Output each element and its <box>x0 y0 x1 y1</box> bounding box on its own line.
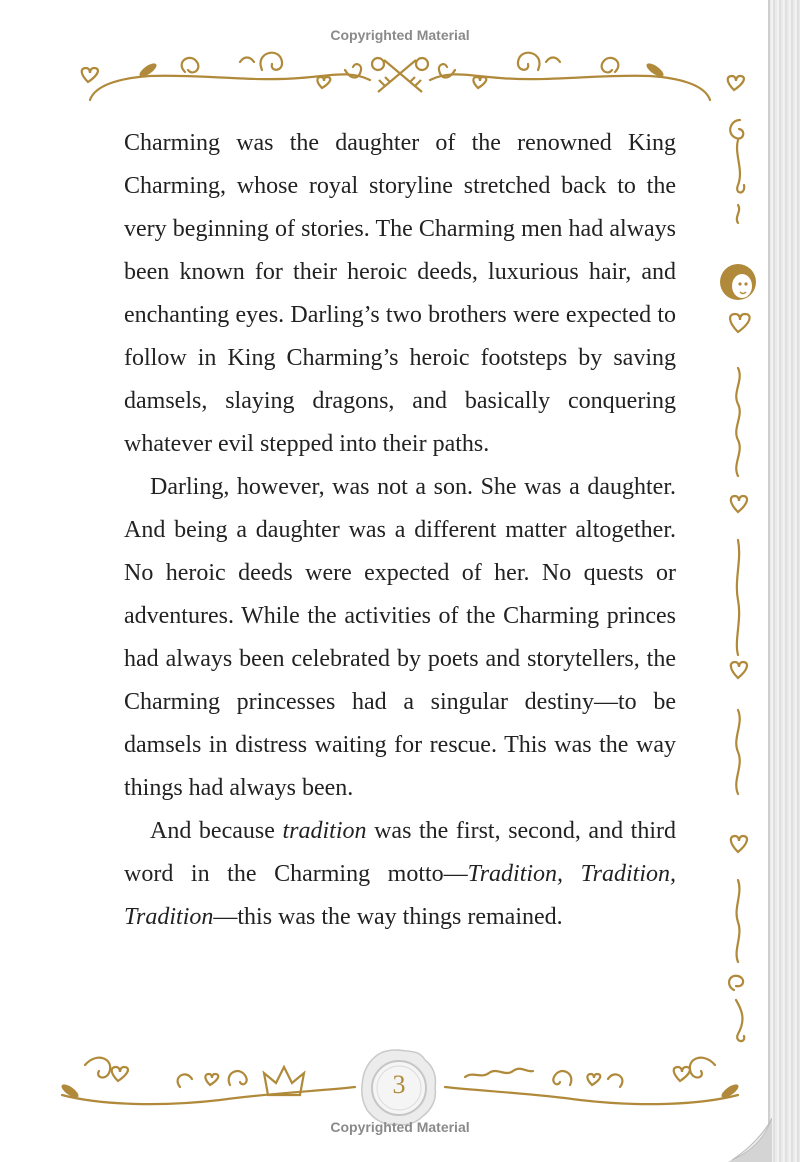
page-number: 3 <box>392 1070 406 1099</box>
body-text <box>124 122 676 939</box>
heart-icon <box>731 836 747 852</box>
paragraph-3 <box>124 810 676 939</box>
heart-icon <box>731 496 747 512</box>
face-icon <box>720 264 756 300</box>
key-icon <box>372 58 428 92</box>
top-ornament-border <box>0 0 800 110</box>
paragraph-3-italic: tradition <box>282 818 367 844</box>
copyright-watermark-bottom: Copyrighted Material <box>330 1119 470 1135</box>
heart-icon <box>730 314 750 332</box>
paragraph-2: Darling, however, was not a son. She was a daughter. And being a daughter was a different matter altogether. No heroic deeds were expected of her. No quests or adventures. While the activities of the Charming princes had always been celebrated by poets and storytellers, the Charming princesses had a singular destiny—to be damsels in distress waiting for rescue. This was the way things had always been. <box>124 474 676 801</box>
copyright-watermark-top: Copyrighted Material <box>330 27 470 43</box>
crown-icon <box>264 1067 304 1095</box>
swirl-icon <box>729 976 744 1041</box>
paragraph-1: Charming was the daughter of the renowned King Charming, whose royal storyline stretched back to the very beginning of stories. The Charming men had always been known for their heroic deeds, luxurious hair, and enchanting eyes. Darling’s two brothers were expected to follow in King Charming’s heroic footsteps by saving damsels, slaying dragons, and basically conquering whatever evil stepped into their paths. <box>124 130 676 457</box>
right-ornament-border <box>710 110 770 1070</box>
heart-icon <box>731 662 747 678</box>
page-stack-edge <box>770 0 800 1162</box>
paragraph-3-segment: —this was the way things remained. <box>213 904 563 930</box>
paragraph-3-segment: was the first, second, and third word in the Charming motto— <box>124 818 677 887</box>
page-curl-icon <box>728 1118 772 1162</box>
swirl-icon <box>730 120 744 193</box>
paragraph-3-segment: And because <box>150 818 283 844</box>
paragraph-3-italic: Tradition, Tradition, Tradition <box>124 861 676 930</box>
